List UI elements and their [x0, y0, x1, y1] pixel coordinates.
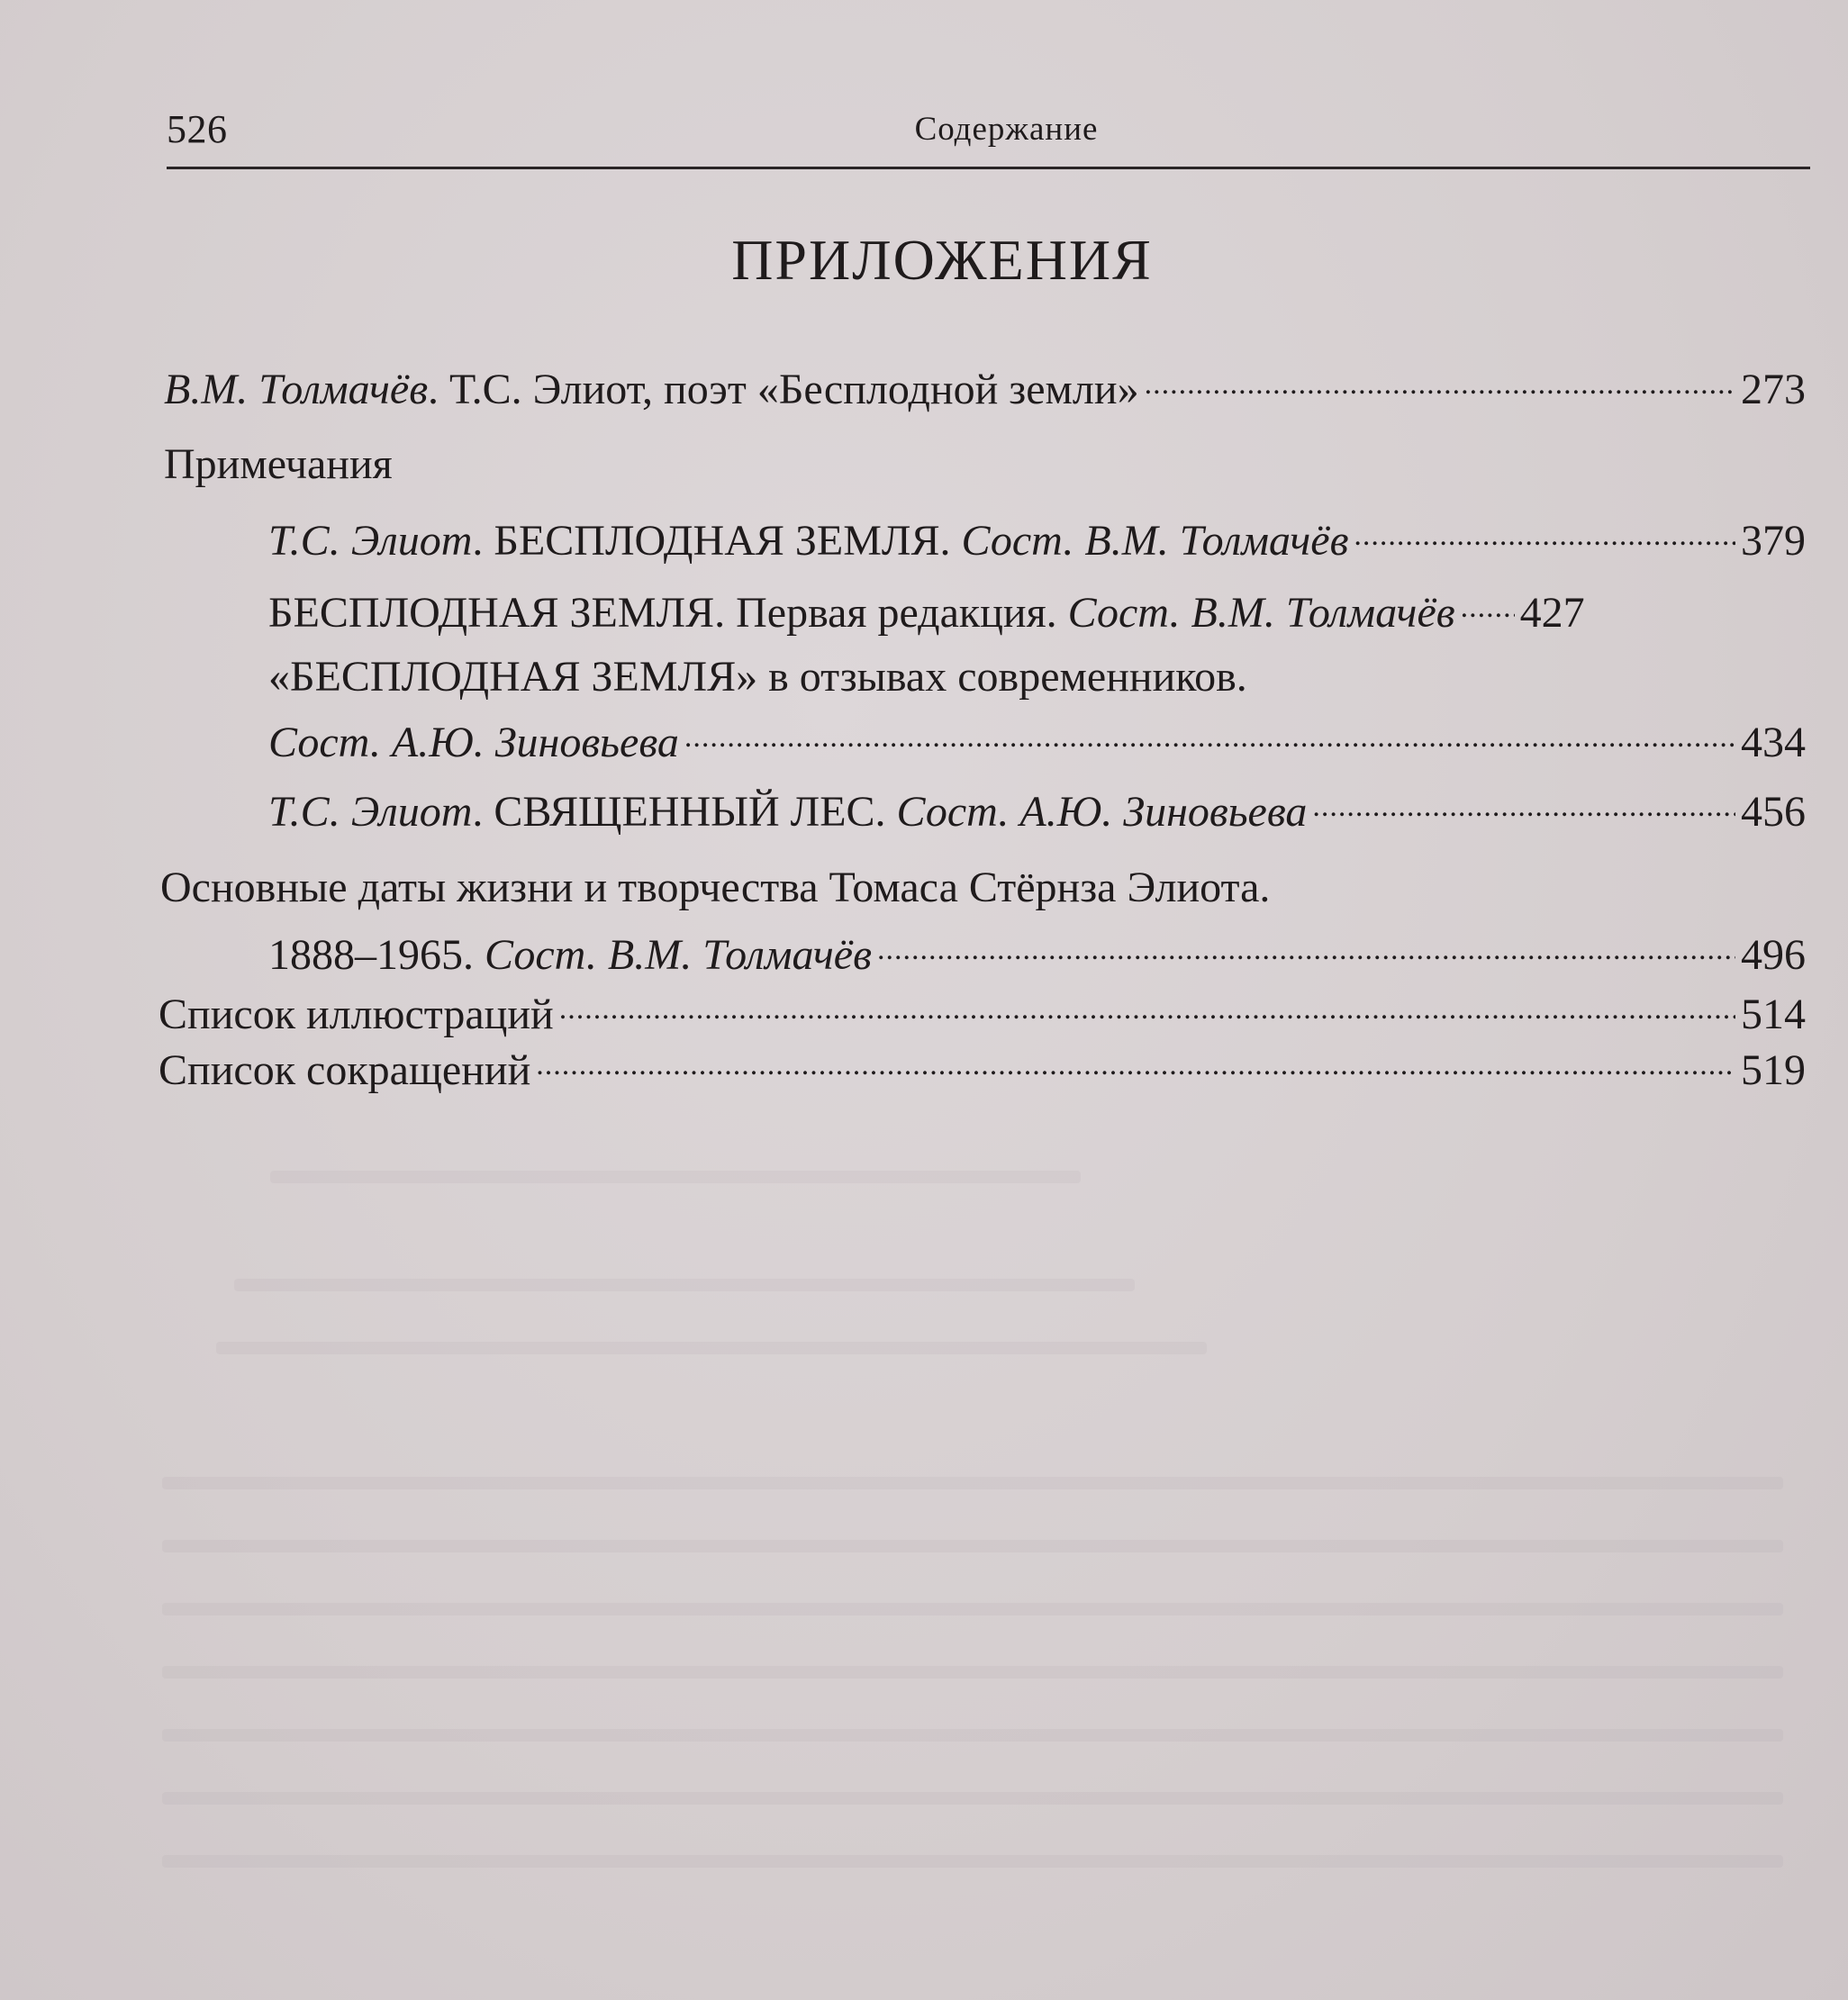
show-through-text — [162, 1477, 1783, 1489]
toc-entry-notes-reviews-title: «БЕСПЛОДНАЯ ЗЕМЛЯ» в отзывах современников. — [268, 653, 1247, 701]
entry-page-number: 427 — [1519, 589, 1585, 637]
entry-title: . БЕСПЛОДНАЯ ЗЕМЛЯ. — [472, 517, 962, 565]
toc-entry-notes-sacred-wood — [268, 783, 1806, 834]
entry-title: . Т.С. Элиот, поэт «Бесплодной земли» — [428, 366, 1139, 413]
entry-author: Т.С. Элиот — [268, 788, 473, 836]
entry-page-number: 273 — [1741, 366, 1806, 413]
entry-title: Список иллюстраций — [159, 991, 554, 1038]
dot-leader — [684, 713, 1735, 756]
show-through-text — [270, 1171, 1081, 1183]
entry-page-number: 379 — [1741, 517, 1806, 565]
dot-leader — [877, 926, 1735, 969]
dot-leader — [1461, 584, 1515, 627]
entry-title: . СВЯЩЕННЫЙ ЛЕС. — [472, 788, 897, 836]
entry-title: Список сокращений — [159, 1046, 531, 1094]
notes-heading: Примечания — [164, 440, 393, 488]
entry-page-number: 519 — [1741, 1046, 1806, 1094]
toc-entry-notes-reviews — [268, 713, 1806, 765]
show-through-text — [162, 1666, 1783, 1679]
toc-entry-chronology-title: Основные даты жизни и творчества Томаса Стёрнза Элиота. — [160, 864, 1271, 911]
entry-compiler: Сост. В.М. Толмачёв — [961, 517, 1349, 565]
entry-compiler: Сост. В.М. Толмачёв — [485, 931, 872, 979]
running-head — [167, 106, 1810, 160]
entry-compiler: Сост. А.Ю. Зиновьева — [896, 788, 1308, 836]
toc-entry-text — [268, 589, 1455, 637]
toc-entry-text — [268, 517, 1349, 565]
entry-author: В.М. Толмачёв — [164, 366, 429, 413]
show-through-text — [234, 1279, 1135, 1291]
toc-entry-text — [164, 368, 1139, 412]
show-through-text — [162, 1792, 1783, 1805]
entry-page-number: 456 — [1741, 788, 1806, 836]
entry-compiler: Сост. А.Ю. Зиновьева — [268, 719, 679, 766]
page-number: 526 — [167, 107, 228, 151]
header-rule — [167, 167, 1810, 169]
show-through-text — [162, 1729, 1783, 1742]
toc-entry-abbreviations — [159, 1041, 1806, 1092]
show-through-text — [216, 1342, 1207, 1354]
section-title: ПРИЛОЖЕНИЯ — [731, 228, 1153, 292]
entry-page-number: 434 — [1741, 719, 1806, 766]
dot-leader — [1312, 783, 1735, 826]
dot-leader — [1354, 511, 1735, 555]
toc-entry-notes-waste-land — [268, 511, 1806, 563]
toc-entry-chronology — [268, 926, 1806, 977]
entry-years: 1888–1965. — [268, 931, 485, 979]
show-through-text — [162, 1855, 1783, 1868]
dot-leader — [1145, 360, 1735, 403]
toc-entry-text — [268, 931, 872, 979]
toc-entry-text — [268, 788, 1308, 836]
dot-leader — [536, 1041, 1735, 1084]
show-through-text — [162, 1603, 1783, 1615]
toc-entry-notes-first-draft — [268, 584, 1806, 635]
show-through-text — [162, 1540, 1783, 1552]
entry-title: БЕСПЛОДНАЯ ЗЕМЛЯ. Первая редакция. — [268, 589, 1068, 637]
entry-page-number: 496 — [1741, 931, 1806, 979]
dot-leader — [559, 985, 1735, 1028]
running-title: Содержание — [914, 111, 1099, 148]
entry-author: Т.С. Элиот — [268, 517, 473, 565]
entry-compiler: Сост. В.М. Толмачёв — [1067, 589, 1455, 637]
entry-page-number: 514 — [1741, 991, 1806, 1038]
toc-entry-illustrations — [159, 985, 1806, 1036]
toc-entry-essay — [164, 360, 1806, 412]
